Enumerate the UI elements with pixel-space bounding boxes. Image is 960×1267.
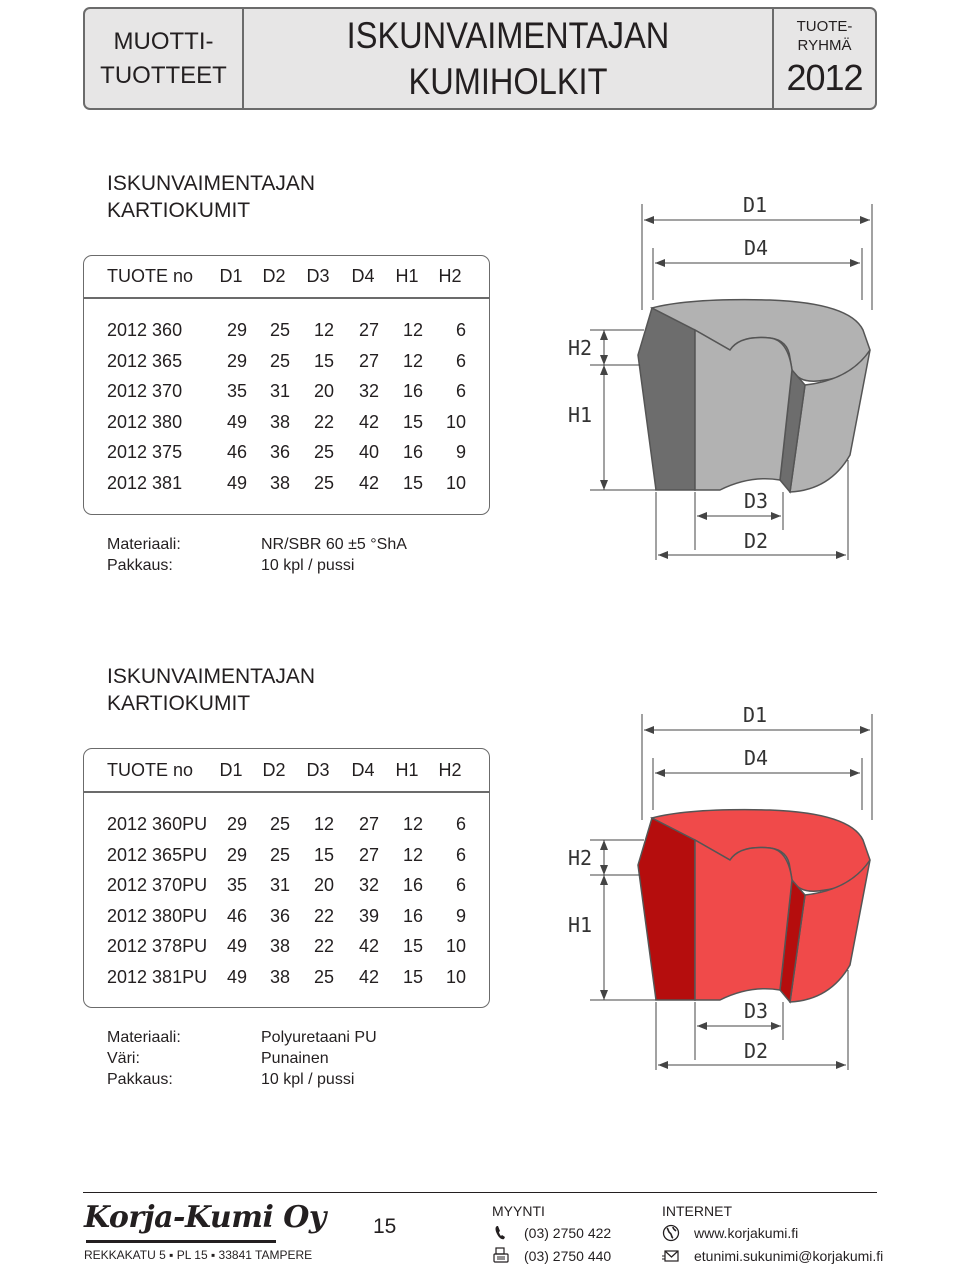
category-line-2: TUOTTEET xyxy=(100,61,227,89)
company-address: REKKAKATU 5 ▪ PL 15 ▪ 33841 TAMPERE xyxy=(84,1248,313,1262)
dimension-cell: 15 xyxy=(313,350,334,371)
section-2-title-line-2: KARTIOKUMIT xyxy=(107,692,251,715)
product-number-cell: 2012 381PU xyxy=(107,967,208,987)
info-value: 10 kpl / pussi xyxy=(261,1071,355,1088)
column-header: D2 xyxy=(262,266,286,286)
dimension-cell: 16 xyxy=(402,442,423,463)
phone-icon xyxy=(492,1224,510,1242)
dimension-cell: 10 xyxy=(445,936,466,957)
dimension-cell: 42 xyxy=(358,967,379,987)
dimension-cell: 6 xyxy=(455,350,466,371)
category-line-1: MUOTTI- xyxy=(113,27,214,55)
dimension-cell: 25 xyxy=(313,442,334,463)
product-number-cell: 2012 375 xyxy=(107,442,183,463)
info-label: Pakkaus: xyxy=(107,557,173,574)
label-h1: H1 xyxy=(568,403,593,427)
logo-underline xyxy=(86,1240,276,1243)
globe-icon xyxy=(662,1224,680,1242)
dimension-cell: 38 xyxy=(269,411,290,432)
label-d1: D1 xyxy=(742,193,768,217)
label-h2: H2 xyxy=(568,846,593,870)
dimension-cell: 29 xyxy=(226,350,247,371)
dimension-cell: 22 xyxy=(313,905,334,926)
dimension-cell: 49 xyxy=(226,936,247,957)
section-2-title xyxy=(107,663,315,717)
column-header: D3 xyxy=(306,760,330,780)
dimension-cell: 25 xyxy=(313,967,334,987)
cut-face xyxy=(638,308,695,490)
column-header: TUOTE no xyxy=(107,266,194,286)
label-d4: D4 xyxy=(743,236,769,260)
section-1-title-line-2: KARTIOKUMIT xyxy=(107,199,251,222)
label-d2: D2 xyxy=(743,529,769,553)
section-1-dimension-drawing xyxy=(560,190,880,570)
dimension-cell: 27 xyxy=(358,814,379,834)
product-number-cell: 2012 365PU xyxy=(107,844,208,865)
dimension-cell: 12 xyxy=(313,814,334,834)
dimension-cell: 12 xyxy=(402,844,423,865)
fax-icon xyxy=(492,1247,510,1265)
sales-label: MYYNTI xyxy=(492,1203,545,1219)
column-header: H1 xyxy=(395,266,419,286)
dimension-cell: 49 xyxy=(226,967,247,987)
dimension-cell: 38 xyxy=(269,473,290,493)
dimension-cell: 12 xyxy=(402,814,423,834)
dimension-cell: 46 xyxy=(226,905,247,926)
dimension-cell: 27 xyxy=(358,350,379,371)
info-label: Väri: xyxy=(107,1050,140,1067)
group-line-1: TUOTE- xyxy=(796,18,853,35)
dimension-cell: 31 xyxy=(269,875,290,896)
website-link[interactable]: www.korjakumi.fi xyxy=(694,1225,799,1241)
email-link[interactable]: etunimi.sukunimi@korjakumi.fi xyxy=(694,1248,884,1264)
dimension-cell: 15 xyxy=(402,967,423,987)
column-header: H2 xyxy=(438,760,462,780)
dimension-cell: 32 xyxy=(358,875,379,896)
dimension-cell: 6 xyxy=(455,844,466,865)
dimension-cell: 25 xyxy=(269,350,290,371)
dimension-cell: 12 xyxy=(313,320,334,340)
column-header: D1 xyxy=(219,760,243,780)
info-value: Polyuretaani PU xyxy=(261,1029,377,1046)
dimension-cell: 38 xyxy=(269,936,290,957)
dimension-cell: 9 xyxy=(455,442,466,463)
title-line-2: KUMIHOLKIT xyxy=(408,60,608,102)
dimension-cell: 15 xyxy=(402,936,423,957)
dimension-cell: 6 xyxy=(455,320,466,340)
dimension-cell: 22 xyxy=(313,936,334,957)
dimension-cell: 22 xyxy=(313,411,334,432)
dimension-cell: 29 xyxy=(226,844,247,865)
column-header: D1 xyxy=(219,266,243,286)
phone-number: (03) 2750 422 xyxy=(524,1225,612,1241)
fax-number: (03) 2750 440 xyxy=(524,1248,612,1264)
label-d4: D4 xyxy=(743,746,769,770)
column-header: D4 xyxy=(351,760,375,780)
dimension-cell: 15 xyxy=(402,411,423,432)
section-2-header-rule xyxy=(83,791,490,793)
section-1-header-rule xyxy=(83,297,490,299)
dimension-cell: 20 xyxy=(313,381,334,402)
dimension-cell: 46 xyxy=(226,442,247,463)
dimension-cell: 49 xyxy=(226,411,247,432)
dimension-cell: 29 xyxy=(226,814,247,834)
dimension-cell: 6 xyxy=(455,814,466,834)
column-header: D2 xyxy=(262,760,286,780)
inner-bore-face xyxy=(695,330,792,490)
info-label: Materiaali: xyxy=(107,536,181,553)
dimension-cell: 9 xyxy=(455,905,466,926)
label-d2: D2 xyxy=(743,1039,769,1063)
info-label: Materiaali: xyxy=(107,1029,181,1046)
company-logo: Korja-Kumi Oy xyxy=(84,1200,326,1235)
section-2-dimension-drawing xyxy=(560,700,880,1085)
dimension-cell: 10 xyxy=(445,473,466,493)
dimension-cell: 16 xyxy=(402,381,423,402)
section-1-title-line-1: ISKUNVAIMENTAJAN xyxy=(107,172,316,195)
dimension-cell: 25 xyxy=(269,814,290,834)
dimension-cell: 42 xyxy=(358,473,379,493)
dimension-cell: 16 xyxy=(402,905,423,926)
product-group xyxy=(774,9,875,108)
label-d1: D1 xyxy=(742,703,768,727)
dimension-cell: 6 xyxy=(455,381,466,402)
dimension-cell: 39 xyxy=(358,905,379,926)
dimension-cell: 10 xyxy=(445,411,466,432)
category-label xyxy=(85,9,242,108)
column-header: TUOTE no xyxy=(107,760,194,780)
product-number-cell: 2012 380 xyxy=(107,411,183,432)
page-title xyxy=(276,9,741,108)
product-number-cell: 2012 365 xyxy=(107,350,183,371)
dimension-cell: 12 xyxy=(402,350,423,371)
dimension-cell: 42 xyxy=(358,936,379,957)
dimension-cell: 40 xyxy=(358,442,379,463)
column-header: D3 xyxy=(306,266,330,286)
dimension-cell: 29 xyxy=(226,320,247,340)
group-year: 2012 xyxy=(786,57,863,98)
product-number-cell: 2012 360PU xyxy=(107,814,208,834)
product-number-cell: 2012 380PU xyxy=(107,905,208,926)
product-number-cell: 2012 370PU xyxy=(107,875,208,896)
dimension-cell: 25 xyxy=(269,320,290,340)
section-2-title-line-1: ISKUNVAIMENTAJAN xyxy=(107,665,316,688)
dimension-cell: 35 xyxy=(226,381,247,402)
dimension-cell: 27 xyxy=(358,844,379,865)
dimension-cell: 16 xyxy=(402,875,423,896)
column-header: D4 xyxy=(351,266,375,286)
dimension-cell: 20 xyxy=(313,875,334,896)
product-number-cell: 2012 381 xyxy=(107,473,183,493)
dimension-cell: 25 xyxy=(269,844,290,865)
label-h1: H1 xyxy=(568,913,593,937)
internet-label: INTERNET xyxy=(662,1203,732,1219)
product-number-cell: 2012 360 xyxy=(107,320,183,340)
info-label: Pakkaus: xyxy=(107,1071,173,1088)
label-d3: D3 xyxy=(743,999,769,1023)
section-1-title xyxy=(107,170,315,224)
email-icon xyxy=(662,1247,680,1265)
dimension-cell: 12 xyxy=(402,320,423,340)
info-value: Punainen xyxy=(261,1050,329,1067)
dimension-cell: 42 xyxy=(358,411,379,432)
dimension-cell: 32 xyxy=(358,381,379,402)
title-line-1: ISKUNVAIMENTAJAN xyxy=(346,14,670,56)
dimension-cell: 49 xyxy=(226,473,247,493)
dimension-cell: 38 xyxy=(269,967,290,987)
label-h2: H2 xyxy=(568,336,593,360)
dimension-cell: 31 xyxy=(269,381,290,402)
column-header: H1 xyxy=(395,760,419,780)
group-line-2: RYHMÄ xyxy=(797,37,852,54)
page-number: 15 xyxy=(373,1215,397,1238)
product-number-cell: 2012 370 xyxy=(107,381,183,402)
info-value: 10 kpl / pussi xyxy=(261,557,355,574)
label-d3: D3 xyxy=(743,489,769,513)
dimension-cell: 15 xyxy=(313,844,334,865)
dimension-cell: 36 xyxy=(269,442,290,463)
dimension-cell: 25 xyxy=(313,473,334,493)
dimension-cell: 6 xyxy=(455,875,466,896)
header-banner xyxy=(83,7,877,110)
header-divider xyxy=(242,9,244,108)
product-number-cell: 2012 378PU xyxy=(107,936,208,957)
info-value: NR/SBR 60 ±5 °ShA xyxy=(261,536,407,553)
dimension-cell: 36 xyxy=(269,905,290,926)
column-header: H2 xyxy=(438,266,462,286)
footer-rule xyxy=(83,1192,877,1193)
inner-bore-face xyxy=(695,840,792,1000)
dimension-cell: 15 xyxy=(402,473,423,493)
dimension-cell: 27 xyxy=(358,320,379,340)
cut-face xyxy=(638,818,695,1000)
dimension-cell: 35 xyxy=(226,875,247,896)
dimension-cell: 10 xyxy=(445,967,466,987)
